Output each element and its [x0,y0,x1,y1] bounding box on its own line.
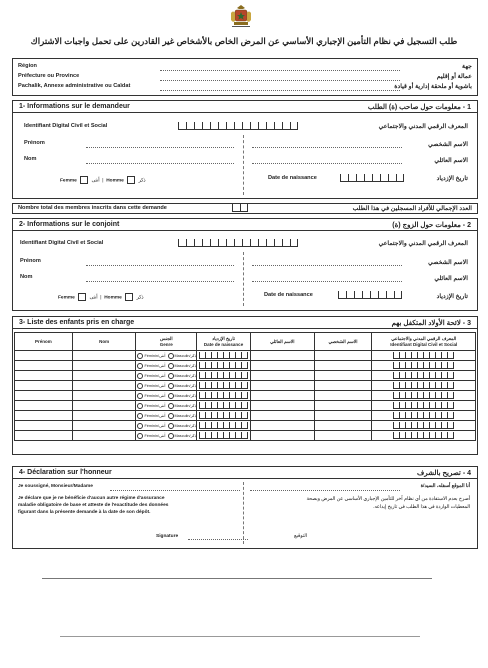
s2-prenom-field[interactable] [86,265,234,266]
child-prenom-ar-cell[interactable] [314,381,372,391]
section3-title: 3- Liste des enfants pris en charge [19,319,135,326]
pachalik-label: Pachalik, Annexe administrative ou Caïdat [18,83,131,89]
s2-homme-checkbox[interactable] [125,293,133,301]
child-male-radio[interactable] [168,423,174,429]
prefecture-label-ar: عمالة أو إقليم [436,73,472,80]
child-female-label: Féminin/أنثى [144,373,166,378]
child-female-radio[interactable] [137,363,143,369]
child-id-cells[interactable] [393,374,454,379]
child-nom-cell[interactable] [72,381,136,391]
child-female-radio[interactable] [137,373,143,379]
child-prenom-ar-cell[interactable] [314,361,372,371]
bottom-line-2 [60,636,420,637]
child-dob-cells[interactable] [199,414,248,419]
child-id-cells[interactable] [393,434,454,439]
s2-prenom-label-ar: الاسم الشخصي [428,259,468,266]
child-female-label: Féminin/أنثى [144,403,166,408]
s1-divider [243,135,244,195]
children-table [14,332,476,441]
child-female-label: Féminin/أنثى [144,433,166,438]
child-male-radio[interactable] [168,383,174,389]
child-male-label: Masculin/ذكر [174,423,197,428]
child-id-cell [372,371,476,381]
child-row [15,381,476,391]
section1-title-ar: 1 - معلومات حول صاحب (ة) الطلب [367,104,471,111]
child-prenom-ar-cell[interactable] [314,421,372,431]
section2-title-ar: 2 - معلومات حول الزوج (ة) [392,222,471,229]
child-prenom-cell[interactable] [15,401,73,411]
s2-dob-cells[interactable] [338,291,402,299]
child-female-radio[interactable] [137,393,143,399]
child-male-radio[interactable] [168,373,174,379]
total-label-ar: العدد الإجمالي للأفراد المسجلين في هذا الطلب [352,205,472,212]
form-title: طلب التسجيل في نظام التأمين الإجباري الأساسي عن المرض الخاص بالأشخاص غير القادرين على تحمل واجبات الاشتراك [30,36,458,46]
child-dob-cell [197,401,251,411]
child-nom-cell[interactable] [72,351,136,361]
s1-nom-label-ar: الاسم العائلي [434,157,468,164]
child-nom-cell[interactable] [72,421,136,431]
child-dob-cell [197,431,251,441]
child-female-label: Féminin/أنثى [144,363,166,368]
col-nom: Nom [72,333,136,351]
total-label: Nombre total des membres inscrits dans cette demande [18,205,167,211]
child-male-label: Masculin/ذكر [174,413,197,418]
section1-title: 1- Informations sur le demandeur [19,103,130,110]
child-male-radio[interactable] [168,403,174,409]
child-male-radio[interactable] [168,363,174,369]
col-genre-fr: Genre [159,342,173,347]
signature-label: Signature [156,534,179,539]
col-prenom: Prénom [15,333,73,351]
child-nom-ar-cell[interactable] [250,431,314,441]
s2-femme-checkbox[interactable] [78,293,86,301]
child-dob-cell [197,411,251,421]
child-dob-cell [197,381,251,391]
child-row [15,391,476,401]
child-genre-cell [136,361,197,371]
signature-field[interactable] [188,539,248,540]
signature-label-ar: التوقيع [294,534,308,539]
child-row [15,421,476,431]
child-female-label: Féminin/أنثى [144,393,166,398]
child-nom-ar-cell[interactable] [250,411,314,421]
child-male-radio[interactable] [168,433,174,439]
s1-nom-ar-field[interactable] [252,163,402,164]
child-id-cells[interactable] [393,354,454,359]
child-male-label: Masculin/ذكر [174,393,197,398]
child-prenom-ar-cell[interactable] [314,431,372,441]
region-label-ar: جهة [462,63,472,70]
child-prenom-cell[interactable] [15,391,73,401]
s2-femme-label: Femme [58,295,75,301]
s2-femme-label-ar: أنثى [89,295,98,301]
soussigne-label-ar: أنا الموقع أسفله، السيد/ة [420,484,470,489]
child-male-label: Masculin/ذكر [174,373,197,378]
soussigne-field[interactable] [110,490,240,491]
child-genre-cell [136,371,197,381]
declaration-fr-2: maladie obligatoire de base et atteste de l'exactitude des données [18,503,169,508]
s2-dob-label: Date de naissance [264,292,313,298]
s1-prenom-field[interactable] [86,147,234,148]
section4-header [12,466,478,479]
total-cells[interactable] [232,204,248,212]
child-dob-cells[interactable] [199,394,248,399]
s1-id-cells[interactable] [178,122,298,130]
s1-femme-label: Femme [60,178,77,184]
child-id-cell [372,391,476,401]
s1-homme-label-ar: ذكر [138,178,146,184]
s2-nom-field[interactable] [86,281,234,282]
s1-dob-cells[interactable] [340,174,404,182]
child-male-radio[interactable] [168,393,174,399]
child-nom-ar-cell[interactable] [250,381,314,391]
child-prenom-cell[interactable] [15,421,73,431]
child-row [15,371,476,381]
section4-title: 4- Déclaration sur l'honneur [19,469,112,476]
child-dob-cells[interactable] [199,424,248,429]
col-nom-ar: الاسم العائلي [250,333,314,351]
section3-header [12,316,478,329]
child-id-cells[interactable] [393,384,454,389]
col-prenom-ar: الاسم الشخصي [314,333,372,351]
soussigne-label: Je soussigné, Monsieur/Madame [18,484,93,489]
child-row [15,411,476,421]
s1-id-label: Identifiant Digital Civil et Social [24,123,108,129]
child-nom-ar-cell[interactable] [250,361,314,371]
child-row [15,351,476,361]
child-dob-cells[interactable] [199,404,248,409]
s1-dob-label: Date de naissance [268,175,317,181]
child-nom-ar-cell[interactable] [250,421,314,431]
child-female-radio[interactable] [137,423,143,429]
s2-id-label-ar: المعرف الرقمي المدني والاجتماعي [378,240,468,247]
s1-homme-checkbox[interactable] [127,176,135,184]
s1-prenom-label: Prénom [24,140,45,146]
child-dob-cells[interactable] [199,364,248,369]
child-dob-cell [197,371,251,381]
child-female-radio[interactable] [137,353,143,359]
child-prenom-cell[interactable] [15,431,73,441]
s1-id-label-ar: المعرف الرقمي المدني والاجتماعي [378,123,468,130]
child-id-cell [372,411,476,421]
s2-divider [243,252,244,306]
col-genre-ar: الجنس [159,336,173,341]
s2-id-label: Identifiant Digital Civil et Social [20,240,104,246]
child-female-radio[interactable] [137,433,143,439]
region-label: Région [18,63,37,69]
soussigne-ar-field[interactable] [250,490,400,491]
child-prenom-cell[interactable] [15,361,73,371]
child-id-cell [372,381,476,391]
child-id-cells[interactable] [393,414,454,419]
child-nom-cell[interactable] [72,391,136,401]
col-genre [136,333,197,351]
s1-nom-label: Nom [24,156,37,162]
child-id-cells[interactable] [393,364,454,369]
child-dob-cells[interactable] [199,374,248,379]
child-male-label: Masculin/ذكر [174,403,197,408]
child-id-cell [372,351,476,361]
child-genre-cell [136,421,197,431]
child-dob-cell [197,421,251,431]
child-genre-cell [136,351,197,361]
s2-nom-ar-field[interactable] [252,281,402,282]
child-id-cells[interactable] [393,424,454,429]
child-nom-cell[interactable] [72,361,136,371]
prefecture-label: Préfecture ou Province [18,73,80,79]
child-genre-cell [136,381,197,391]
child-prenom-cell[interactable] [15,351,73,361]
s2-nom-label-ar: الاسم العائلي [434,275,468,282]
col-dob-ar: تاريخ الإزدياد [212,336,235,341]
child-row [15,431,476,441]
s2-gender: Femme أنثى | Homme ذكر [58,293,144,301]
child-genre-cell [136,391,197,401]
declaration-ar-2: المعطيات الواردة في هذا الطلب في تاريخ إيداعه. [373,505,470,510]
child-prenom-ar-cell[interactable] [314,351,372,361]
child-prenom-cell[interactable] [15,381,73,391]
child-prenom-ar-cell[interactable] [314,411,372,421]
pachalik-field[interactable] [160,90,400,91]
s1-dob-label-ar: تاريخ الإزدياد [436,175,468,182]
s1-femme-label-ar: أنثى [91,178,100,184]
s2-id-cells[interactable] [178,239,298,247]
child-dob-cell [197,361,251,371]
child-male-label: Masculin/ذكر [174,363,197,368]
child-nom-cell[interactable] [72,411,136,421]
col-id-fr: Identifiant Digital Civil et Social [390,342,458,347]
child-id-cells[interactable] [393,394,454,399]
child-female-radio[interactable] [137,413,143,419]
child-male-radio[interactable] [168,353,174,359]
child-dob-cells[interactable] [199,354,248,359]
child-male-label: Masculin/ذكر [174,383,197,388]
s2-homme-label: Homme [104,295,122,301]
child-genre-cell [136,431,197,441]
child-prenom-ar-cell[interactable] [314,401,372,411]
child-id-cell [372,421,476,431]
s4-divider [243,482,244,544]
s2-homme-label-ar: ذكر [136,295,144,301]
col-id [372,333,476,351]
child-prenom-ar-cell[interactable] [314,371,372,381]
child-id-cell [372,361,476,371]
declaration-fr-3: figurant dans la présente demande à la date de son dépôt. [18,510,151,515]
declaration-fr-1: Je déclare que je ne bénéficie d'aucun autre régime d'assurance [18,496,165,501]
s1-homme-label: Homme [106,178,124,184]
s1-gender: Femme أنثى | Homme ذكر [60,176,146,184]
s2-prenom-label: Prénom [20,258,41,264]
child-nom-cell[interactable] [72,401,136,411]
col-id-ar: المعرف الرقمي المدني والاجتماعي [391,336,457,341]
child-genre-cell [136,411,197,421]
declaration-ar-1: أصرح بعدم الاستفادة من أي نظام آخر للتأمين الإجباري الأساسي عن المرض وبصحة [306,497,470,502]
child-row [15,401,476,411]
children-table-header [15,333,476,351]
child-nom-cell[interactable] [72,431,136,441]
child-dob-cell [197,391,251,401]
child-prenom-ar-cell[interactable] [314,391,372,401]
s2-prenom-ar-field[interactable] [252,265,402,266]
child-row [15,361,476,371]
section2-title: 2- Informations sur le conjoint [19,221,120,228]
pachalik-label-ar: باشوية أو ملحقة إدارية أو قيادة [394,83,472,90]
child-nom-ar-cell[interactable] [250,351,314,361]
child-male-label: Masculin/ذكر [174,353,197,358]
child-genre-cell [136,401,197,411]
child-female-label: Féminin/أنثى [144,353,166,358]
child-prenom-cell[interactable] [15,411,73,421]
col-dob [197,333,251,351]
child-id-cells[interactable] [393,404,454,409]
region-field[interactable] [160,70,400,71]
child-female-label: Féminin/أنثى [144,383,166,388]
child-female-label: Féminin/أنثى [144,423,166,428]
section2-header [12,218,478,231]
child-female-label: Féminin/أنثى [144,413,166,418]
s2-dob-label-ar: تاريخ الإزدياد [436,293,468,300]
child-dob-cells[interactable] [199,434,248,439]
child-nom-cell[interactable] [72,371,136,381]
prefecture-field[interactable] [160,80,400,81]
child-id-cell [372,431,476,441]
child-nom-ar-cell[interactable] [250,371,314,381]
section3-title-ar: 3 - لائحة الأولاد المتكفل بهم [391,320,471,327]
bottom-line-1 [42,578,432,579]
section1-header [12,100,478,113]
child-female-radio[interactable] [137,383,143,389]
child-nom-ar-cell[interactable] [250,401,314,411]
child-male-label: Masculin/ذكر [174,433,197,438]
s1-nom-field[interactable] [86,163,234,164]
col-dob-fr: Date de naissance [203,342,244,347]
s1-prenom-label-ar: الاسم الشخصي [428,141,468,148]
child-dob-cell [197,351,251,361]
s1-prenom-ar-field[interactable] [252,147,402,148]
child-dob-cells[interactable] [199,384,248,389]
child-female-radio[interactable] [137,403,143,409]
royal-emblem-logo [228,4,254,28]
section4-title-ar: 4 - تصريح بالشرف [417,470,471,477]
s2-nom-label: Nom [20,274,33,280]
child-prenom-cell[interactable] [15,371,73,381]
child-male-radio[interactable] [168,413,174,419]
s1-femme-checkbox[interactable] [80,176,88,184]
child-id-cell [372,401,476,411]
child-nom-ar-cell[interactable] [250,391,314,401]
